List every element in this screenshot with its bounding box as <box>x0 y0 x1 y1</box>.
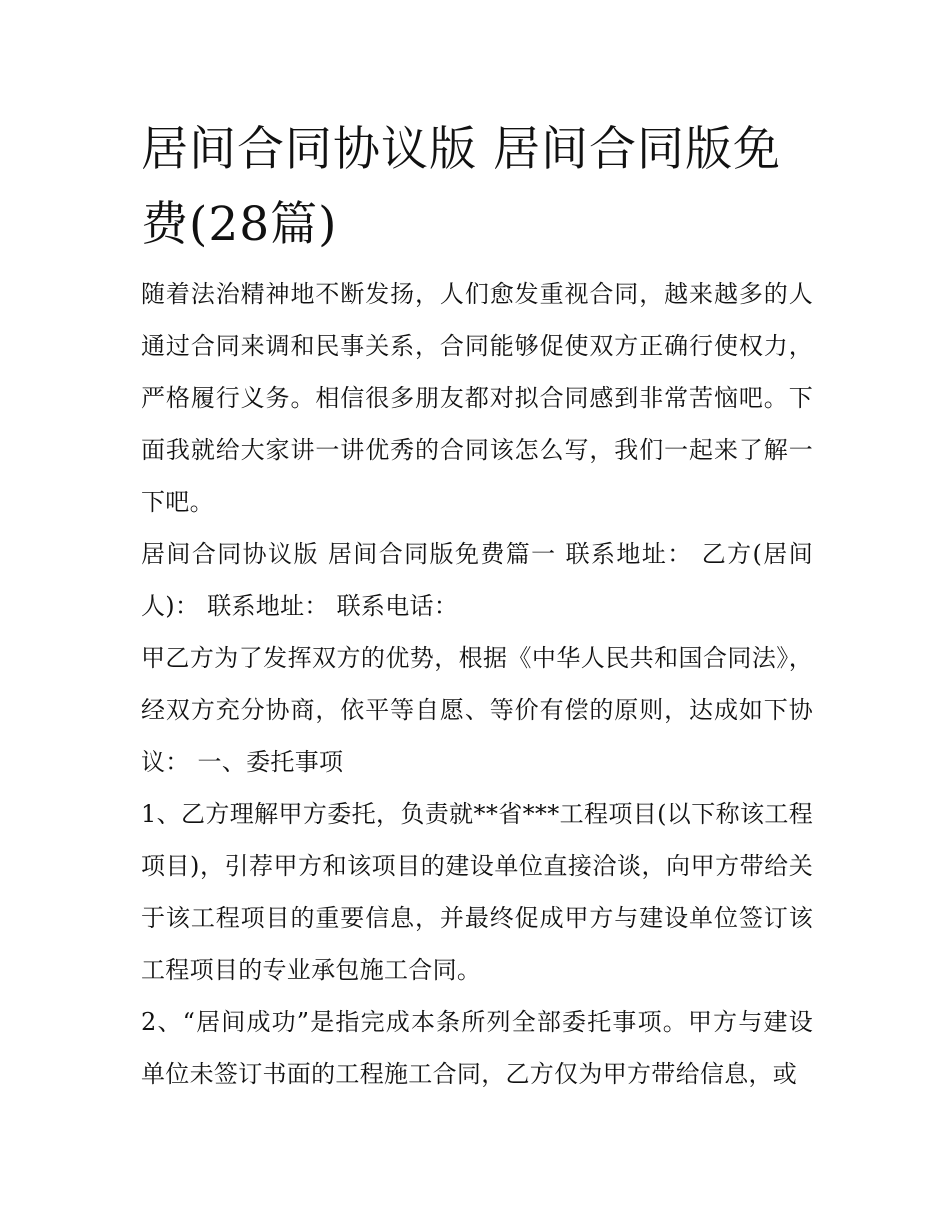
paragraph-clause-2: 2、“居间成功”是指完成本条所列全部委托事项。甲方与建设单位未签订书面的工程施工合同，乙方仅为甲方带给信息，或 <box>141 1008 813 1088</box>
document-page <box>141 112 813 1100</box>
paragraph-parties: 居间合同协议版 居间合同版免费篇一 联系地址： 乙方(居间人)： 联系地址： 联系电话： <box>141 540 813 620</box>
paragraph-clause-1: 1、乙方理解甲方委托，负责就**省***工程项目(以下称该工程项目)，引荐甲方和该项目的建设单位直接洽谈，向甲方带给关于该工程项目的重要信息，并最终促成甲方与建设单位签订该工程项目的专业承包施工合同。 <box>141 800 813 984</box>
paragraph-intro: 随着法治精神地不断发扬，人们愈发重视合同，越来越多的人通过合同来调和民事关系，合同能够促使双方正确行使权力，严格履行义务。相信很多朋友都对拟合同感到非常苦恼吧。下面我就给大家讲一讲优秀的合同该怎么写，我们一起来了解一下吧。 <box>141 280 813 516</box>
document-title: 居间合同协议版 居间合同版免费(28篇) <box>141 122 781 252</box>
paragraph-agreement: 甲乙方为了发挥双方的优势，根据《中华人民共和国合同法》，经双方充分协商，依平等自愿、等价有偿的原则，达成如下协议： 一、委托事项 <box>141 644 813 776</box>
